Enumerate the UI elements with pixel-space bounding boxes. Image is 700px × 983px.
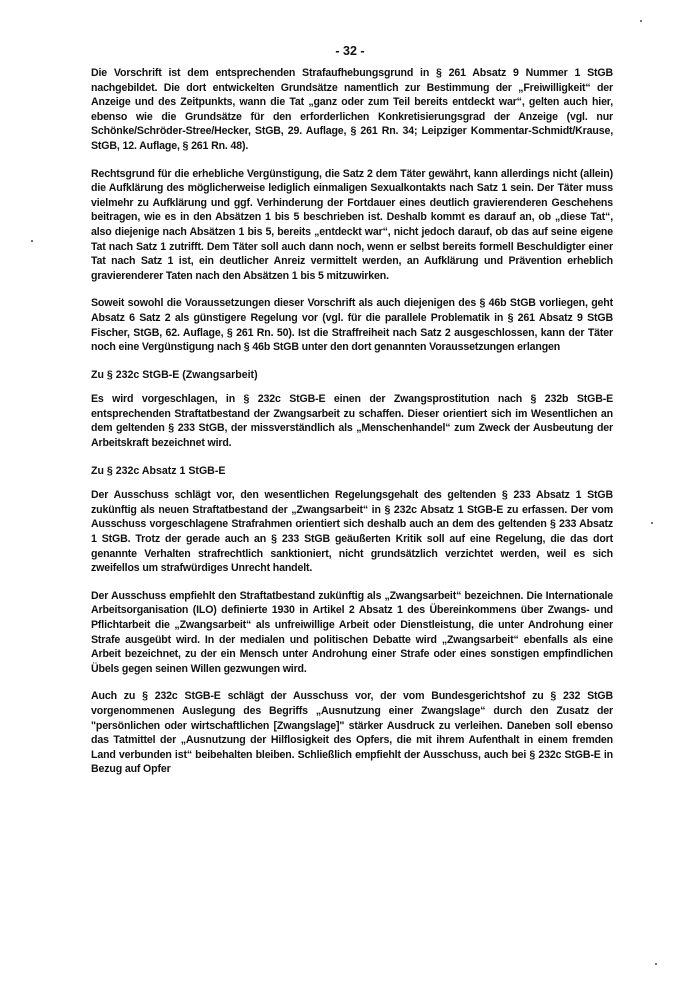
paragraph-zwangslage: Auch zu § 232c StGB-E schlägt der Ausschuss vor, der vom Bundesgerichtshof zu § 232 StGB vorgenommenen Auslegung des Begriffs „Ausnutzung einer Zwangslage“ durch den Zusatz der "persönlichen oder wirtschaftlichen [Zwangslage]" stärker Ausdruck zu verleihen. Daneben soll ebenso das Tatmittel der „Ausnutzung der Hilflosigkeit des Opfers, die mit ihrem Aufenthalt in einem fremden Land verbunden ist“ beibehalten bleiben. Schließlich empfiehlt der Ausschuss, auch bei § 232c StGB-E in Bezug auf Opfer: [91, 690, 613, 776]
scan-speck: [655, 963, 657, 965]
scan-speck: [31, 240, 33, 242]
paragraph-vorschrift: Die Vorschrift ist dem entsprechenden Strafaufhebungsgrund in § 261 Absatz 9 Nummer 1 StGB nachgebildet. Die dort entwickelten Grundsätze namentlich zur Bestimmung der „Freiwilligkeit“ der Anzeige und des Zeitpunkts, wann die Tat „ganz oder zum Teil bereits entdeckt war“, gelten auch hier, ebenso wie die Grundsätze für den erforderlichen Konkretisierungsgrad der Anzeige (vgl. nur Schönke/Schröder-Stree/Hecker, StGB, 29. Auflage, § 261 Rn. 34; Leipziger Kommentar-Schmidt/Krause, StGB, 12. Auflage, § 261 Rn. 48).: [91, 67, 613, 152]
paragraph-vorschlag: Es wird vorgeschlagen, in § 232c StGB-E einen der Zwangsprostitution nach § 232b StGB-E entsprechenden Straftatbestand der Zwangsarbeit zu schaffen. Dieser orientiert sich im Wesentlichen an dem geltenden § 233 StGB, der missverständlich als „Menschenhandel“ zum Zweck der Ausbeutung der Arbeitskraft bezeichnet wird.: [91, 393, 613, 450]
section-heading-absatz-1: Zu § 232c Absatz 1 StGB-E: [91, 464, 226, 477]
paragraph-voraussetzungen: Soweit sowohl die Voraussetzungen dieser Vorschrift als auch diejenigen des § 46b StGB vorliegen, geht Absatz 6 Satz 2 als günstigere Regelung vor (vgl. für die parallele Problematik in § 261 Absatz 9 StGB Fischer, StGB, 62. Auflage, § 261 Rn. 50). Ist die Straffreiheit nach Satz 2 ausgeschlossen, kann der Täter noch eine Vergünstigung nach § 46b StGB unter den dort genannten Voraussetzungen erlangen: [91, 297, 613, 354]
document-body: [91, 66, 613, 790]
paragraph-rechtsgrund: Rechtsgrund für die erhebliche Vergünstigung, die Satz 2 dem Täter gewährt, kann allerdings nicht (allein) die Aufklärung des möglicherweise lediglich einmaligen Sexualkontakts nach Satz 1 sein. Der Täter muss vielmehr zu Aufklärung und ggf. Verhinderung der Fortdauer eines deutlich gravierenderen Geschehens beitragen, wie es in den Absätzen 1 bis 5 beschrieben ist. Deshalb kommt es darauf an, ob „diese Tat“, also diejenige nach Absätzen 1 bis 5, bereits „entdeckt war“, nicht jedoch darauf, ob das auf seine eigene Tat nach Satz 1 zutrifft. Dem Täter soll auch dann noch, wenn er selbst bereits formell Beschuldigter einer Tat nach Satz 1 ist, ein deutlicher Anreiz vermittelt werden, an Aufklärung und Prävention erheblich gravierenderer Taten nach den Absätzen 1 bis 5 mitzuwirken.: [91, 167, 613, 282]
page-number: - 32 -: [335, 44, 365, 58]
paragraph-ilo-definition: Der Ausschuss empfiehlt den Straftatbestand zukünftig als „Zwangsarbeit“ bezeichnen. Die Internationale Arbeitsorganisation (ILO) definierte 1930 in Artikel 2 Absatz 1 des Übereinkommens über Zwangs- und Pflichtarbeit die „Zwangsarbeit“ als unfreiwillige Arbeit oder Dienstleistung, die unter Androhung einer Strafe ausgeübt wird. In der medialen und politischen Debatte wird „Zwangsarbeit“ ebenfalls als eine Arbeit bezeichnet, zu der ein Mensch unter Androhung einer Strafe oder eines sonstigen empfindlichen Übels gegen seinen Willen gezwungen wird.: [91, 589, 613, 675]
paragraph-ausschuss-regelungsgehalt: Der Ausschuss schlägt vor, den wesentlichen Regelungsgehalt des geltenden § 233 Absatz 1 StGB zukünftig als neuen Straftatbestand der „Zwangsarbeit“ in § 232c Absatz 1 StGB-E zu erfassen. Der vom Ausschuss vorgeschlagene Strafrahmen orientiert sich deshalb auch an dem des geltenden § 233 Absatz 1 StGB. Trotz der gerade auch an § 233 StGB geäußerten Kritik soll auf eine Regelung, die das dort genannte Verhalten strafrechtlich sanktioniert, nicht grundsätzlich verzichtet werden, weil es sich zweifellos um strafwürdiges Unrecht handelt.: [91, 489, 613, 575]
scan-speck: [651, 522, 653, 524]
scan-speck: [640, 20, 642, 22]
section-heading-zwangsarbeit: Zu § 232c StGB-E (Zwangsarbeit): [91, 368, 258, 381]
